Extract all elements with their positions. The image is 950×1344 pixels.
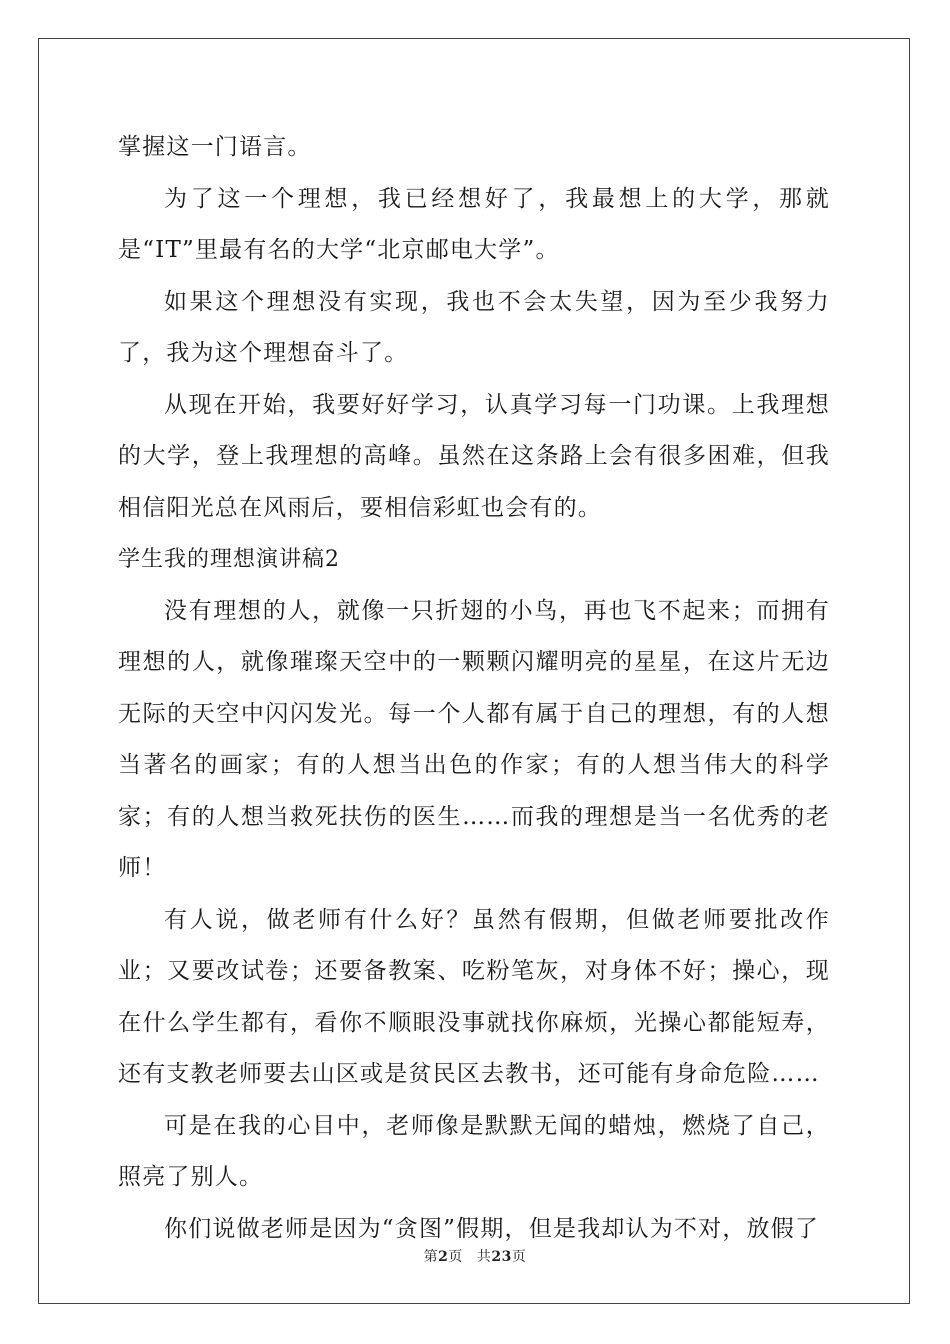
paragraph: 如果这个理想没有实现，我也不会太失望，因为至少我努力了，我为这个理想奋斗了。 (118, 288, 830, 366)
page-prefix: 第 (423, 1249, 439, 1265)
paragraph: 为了这一个理想，我已经想好了，我最想上的大学，那就是“IT”里最有名的大学“北京邮电大学”。 (118, 185, 830, 263)
paragraph: 掌握这一门语言。 (118, 134, 312, 160)
page-suffix: 页 (448, 1249, 463, 1265)
page-footer (0, 1246, 950, 1266)
paragraph: 没有理想的人，就像一只折翅的小鸟，再也飞不起来；而拥有理想的人，就像璀璨天空中的一颗颗闪耀明亮的星星，在这片无边无际的天空中闪闪发光。每一个人都有属于自己的理想，有的人想当著名的画家；有的人想当出色的作家；有的人想当伟大的科学家；有的人想当救死扶伤的医生……而我的理想是当一名优秀的老师！ (118, 597, 830, 881)
document-body (118, 122, 830, 1255)
page-number: 2 (438, 1249, 449, 1265)
paragraph: 有人说，做老师有什么好？虽然有假期，但做老师要批改作业；又要改试卷；还要备教案、吃粉笔灰，对身体不好；操心，现在什么学生都有，看你不顺眼没事就找你麻烦，光操心都能短寿，还有支教老师要去山区或是贫民区去教书，还可能有身命危险…… (118, 906, 830, 1087)
paragraph: 你们说做老师是因为“贪图”假期，但是我却认为不对，放假了 (164, 1215, 820, 1242)
total-pages: 23 (491, 1249, 512, 1265)
total-prefix: 共 (476, 1249, 492, 1265)
paragraph: 可是在我的心目中，老师像是默默无闻的蜡烛，燃烧了自己，照亮了别人。 (118, 1112, 830, 1190)
total-suffix: 页 (511, 1249, 527, 1265)
paragraph: 从现在开始，我要好好学习，认真学习每一门功课。上我理想的大学，登上我理想的高峰。虽然在这条路上会有很多困难，但我相信阳光总在风雨后，要相信彩虹也会有的。 (118, 391, 830, 521)
section-heading: 学生我的理想演讲稿2 (118, 547, 340, 572)
